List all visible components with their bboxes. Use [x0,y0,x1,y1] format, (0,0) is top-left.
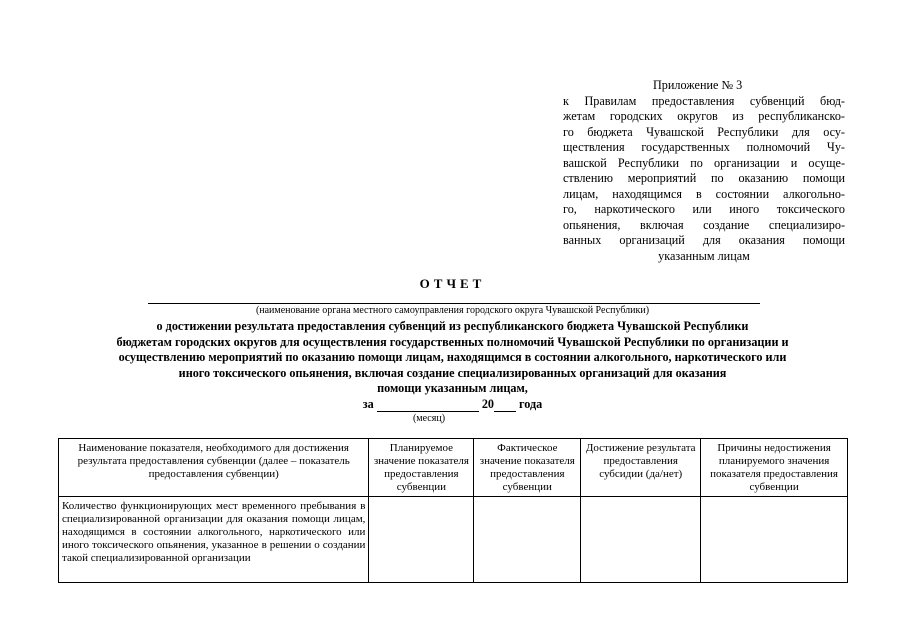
report-table [58,438,848,583]
cell-indicator: Количество функционирующих мест временного пребывания в специализированной организации для оказания помощи лицам, находящимся в состоянии алкогольного, наркотического или иного токсического опьянения, указанное в решении о создании такой специализированной организации [59,497,369,583]
appendix-line: опьянения, включая создание специализиро- [563,217,845,232]
appendix-line: жетам городских округов из республиканско- [563,109,845,123]
appendix-title: Приложение № 3 [653,78,743,92]
org-name-line [148,303,760,304]
report-title-line: бюджетам городских округов для осуществления государственных полномочий Чувашской Республики по организации и [116,334,789,349]
month-blank [377,399,479,412]
appendix-line: ванных организаций для оказания помощи [563,233,845,247]
column-header-actual: Фактическое значение показателя предоставления субвенции [474,439,581,497]
column-header-indicator: Наименование показателя, необходимого для достижения результата предоставления субвенции (далее – показатель предоставления субвенции) [59,439,369,497]
org-name-caption: (наименование органа местного самоуправления городского округа Чувашской Республики) [255,305,650,316]
appendix-line: ствлению мероприятий по оказанию помощи [563,171,845,185]
report-title-line: иного токсического опьянения, включая создание специализированных организаций для оказания [178,365,727,380]
table-header-row [59,439,848,497]
appendix-block [563,78,845,264]
appendix-line: вашской Республики по организации и осуще- [563,155,845,170]
appendix-line: лицам, находящимся в состоянии алкогольно- [563,186,845,201]
column-header-achieved: Достижение результата предоставления субсидии (да/нет) [581,439,701,497]
report-heading: ОТЧЕТ [419,276,486,291]
appendix-last-line: указанным лицам [658,248,750,263]
report-title [40,319,865,397]
period-suffix: года [519,397,543,411]
table-row [59,497,848,583]
appendix-line: к Правилам предоставления субвенций бюд- [563,93,845,108]
cell-achieved[interactable] [581,497,701,583]
report-title-line: осуществлению мероприятий по оказанию помощи лицам, находящимся в состоянии алкогольного, наркотического или [118,350,787,364]
report-period [0,397,905,412]
cell-reasons[interactable] [701,497,848,583]
column-header-reasons: Причины недостижения планируемого значения показателя предоставления субвенции [701,439,848,497]
report-title-line: помощи указанным лицам, [377,381,528,395]
appendix-line: го бюджета Чувашской Республики для осу- [563,124,845,139]
year-blank [494,399,516,412]
appendix-line: ществления государственных полномочий Чу- [563,140,845,154]
period-year: 20 [481,397,494,411]
cell-planned[interactable] [369,497,474,583]
column-header-planned: Планируемое значение показателя предоставления субвенции [369,439,474,497]
month-caption: (месяц) [412,413,446,424]
cell-actual[interactable] [474,497,581,583]
period-prefix: за [362,397,374,411]
report-title-line: о достижении результата предоставления субвенций из республиканского бюджета Чувашской Республики [156,319,749,333]
appendix-line: го, наркотического или иного токсического [563,202,845,216]
